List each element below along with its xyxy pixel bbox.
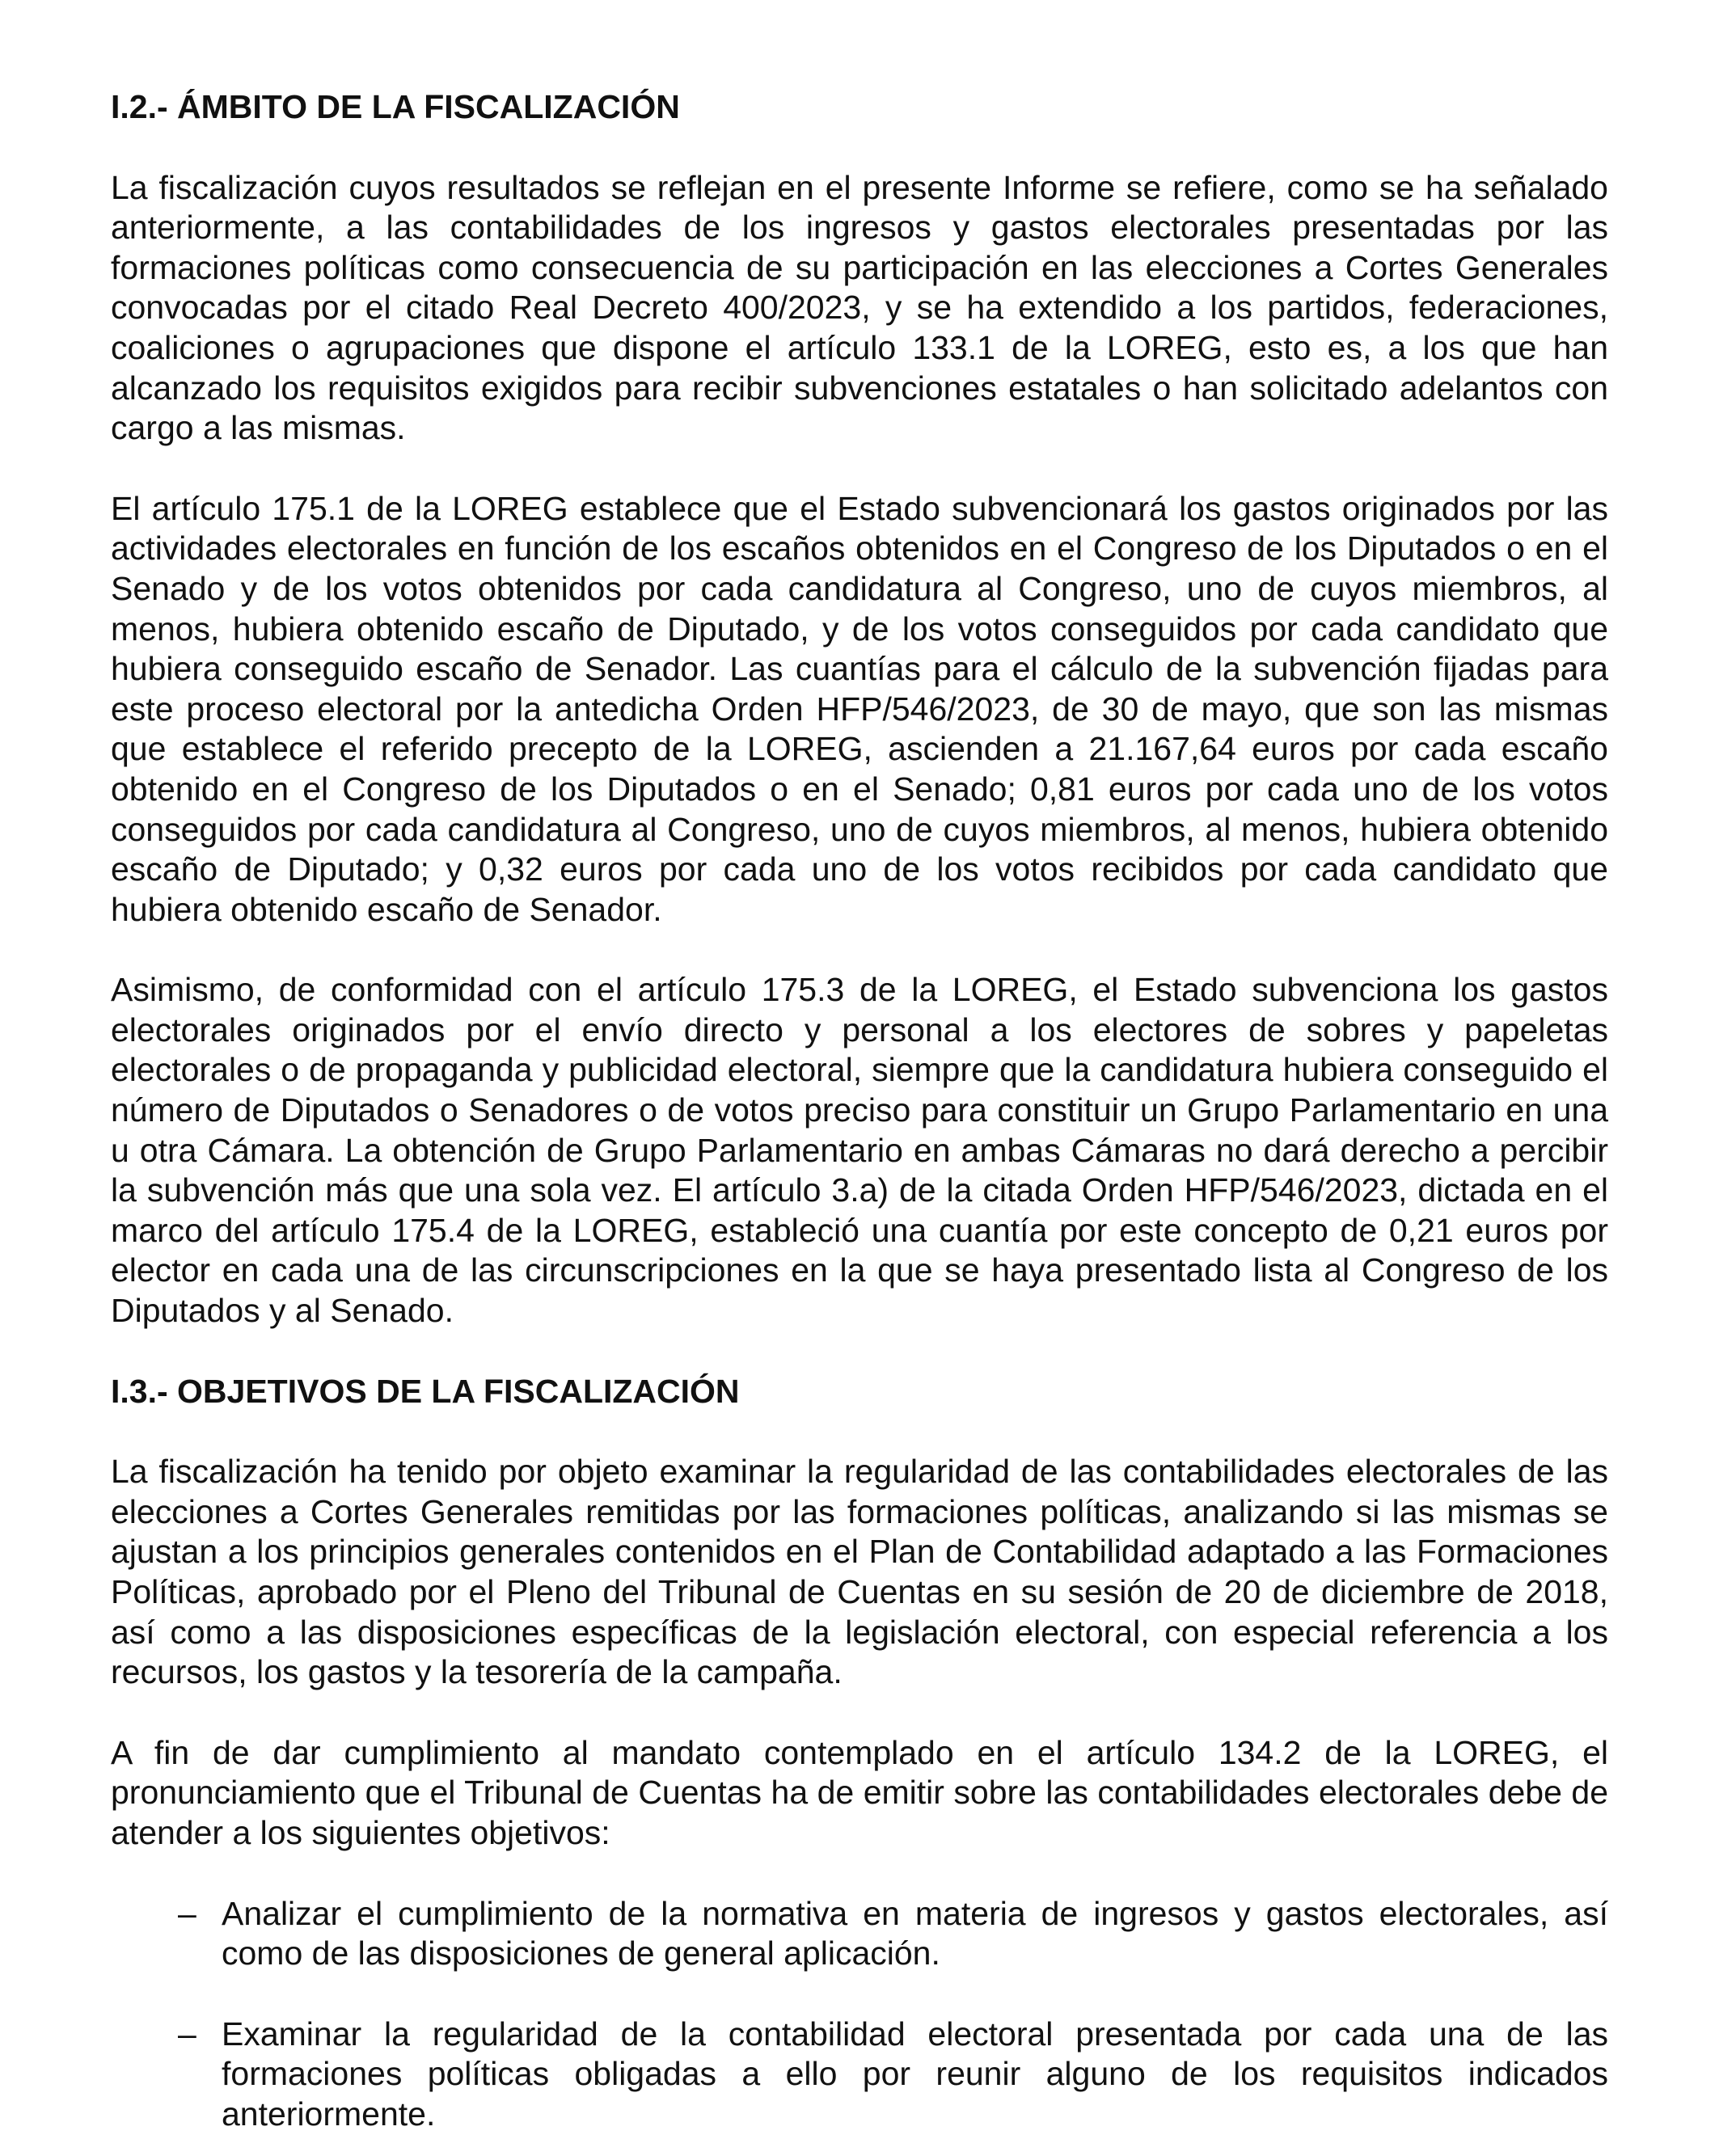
paragraph-ambito-2: El artículo 175.1 de la LOREG establece que el Estado subvencionará los gastos originados por las actividades electorales en función de los escaños obtenidos en el Congreso de los Diputados o en el Senado y de los votos obtenidos por cada candidatura al Congreso, uno de cuyos miembros, al menos, hubiera obtenido escaño de Diputado, y de los votos conseguidos por cada candidato que hubiera conseguido escaño de Senador. Las cuantías para el cálculo de la subvención fijadas para este proceso electoral por la antedicha Orden HFP/546/2023, de 30 de mayo, que son las mismas que establece el referido precepto de la LOREG, ascienden a 21.167,64 euros por cada escaño obtenido en el Congreso de los Diputados o en el Senado; 0,81 euros por cada uno de los votos conseguidos por cada candidatura al Congreso, uno de cuyos miembros, al menos, hubiera obtenido escaño de Diputado; y 0,32 euros por cada uno de los votos recibidos por cada candidato que hubiera obtenido escaño de Senador. — [111, 489, 1608, 928]
list-item — [111, 2015, 1608, 2135]
dash-bullet-icon: – — [178, 2015, 196, 2053]
paragraph-objetivos-2: A fin de dar cumplimiento al mandato contemplado en el artículo 134.2 de la LOREG, el pronunciamiento que el Tribunal de Cuentas ha de emitir sobre las contabilidades electorales debe de atender a los siguientes objetivos: — [111, 1733, 1608, 1851]
section-heading-objetivos: I.3.- OBJETIVOS DE LA FISCALIZACIÓN — [111, 1372, 740, 1410]
objectives-list — [111, 1894, 1608, 2135]
section-heading-ambito: I.2.- ÁMBITO DE LA FISCALIZACIÓN — [111, 88, 680, 125]
list-item-text: Examinar la regularidad de la contabilidad electoral presentada por cada una de las formaciones políticas obligadas a ello por reunir alguno de los requisitos indicados anteriormente. — [222, 2015, 1608, 2133]
list-item — [111, 1894, 1608, 1974]
paragraph-ambito-3: Asimismo, de conformidad con el artículo 175.3 de la LOREG, el Estado subvenciona los gastos electorales originados por el envío directo y personal a los electores de sobres y papeletas electorales o de propaganda y publicidad electoral, siempre que la candidatura hubiera conseguido el número de Diputados o Senadores o de votos preciso para constituir un Grupo Parlamentario en una u otra Cámara. La obtención de Grupo Parlamentario en ambas Cámaras no dará derecho a percibir la subvención más que una sola vez. El artículo 3.a) de la citada Orden HFP/546/2023, dictada en el marco del artículo 175.4 de la LOREG, estableció una cuantía por este concepto de 0,21 euros por elector en cada una de las circunscripciones en la que se haya presentado lista al Congreso de los Diputados y al Senado. — [111, 971, 1608, 1330]
document-page — [111, 87, 1608, 2135]
list-item-text: Analizar el cumplimiento de la normativa en materia de ingresos y gastos electorales, así como de las disposiciones de general aplicación. — [222, 1894, 1608, 1972]
paragraph-objetivos-1: La fiscalización ha tenido por objeto examinar la regularidad de las contabilidades electorales de las elecciones a Cortes Generales remitidas por las formaciones políticas, analizando si las mismas se ajustan a los principios generales contenidos en el Plan de Contabilidad adaptado a las Formaciones Políticas, aprobado por el Pleno del Tribunal de Cuentas en su sesión de 20 de diciembre de 2018, así como a las disposiciones específicas de la legislación electoral, con especial referencia a los recursos, los gastos y la tesorería de la campaña. — [111, 1453, 1608, 1691]
dash-bullet-icon: – — [178, 1894, 196, 1932]
paragraph-ambito-1: La fiscalización cuyos resultados se reflejan en el presente Informe se refiere, como se ha señalado anteriormente, a las contabilidades de los ingresos y gastos electorales presentadas por las formaciones políticas como consecuencia de su participación en las elecciones a Cortes Generales convocadas por el citado Real Decreto 400/2023, y se ha extendido a los partidos, federaciones, coaliciones o agrupaciones que dispone el artículo 133.1 de la LOREG, esto es, a los que han alcanzado los requisitos exigidos para recibir subvenciones estatales o han solicitado adelantos con cargo a las mismas. — [111, 168, 1608, 447]
